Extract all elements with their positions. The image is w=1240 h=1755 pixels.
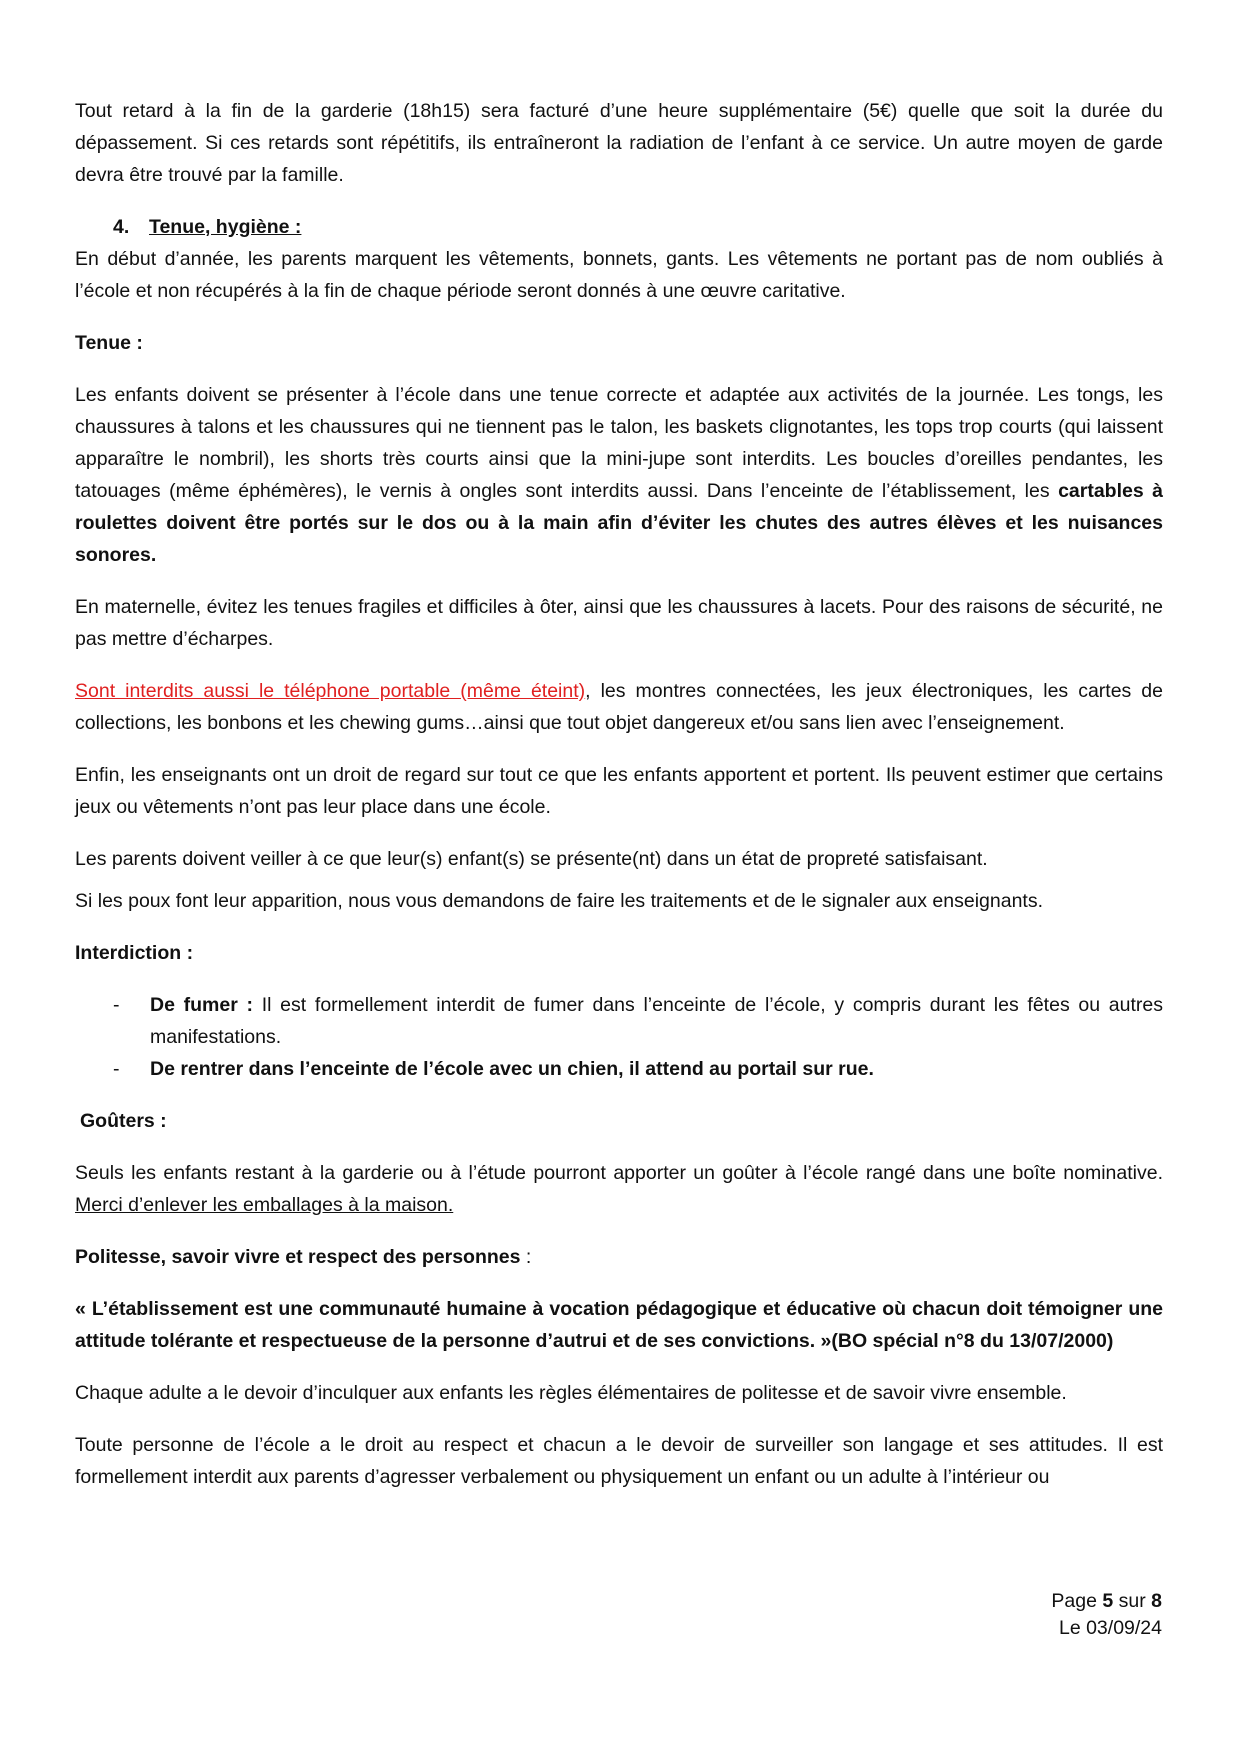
- paragraph-respect: Toute personne de l’école a le droit au respect et chacun a le devoir de surveiller son langage et ses attitudes. Il est formellement interdit aux parents d’agresser verbalement ou physiquement un enfant ou un adulte à l’intérieur ou: [75, 1434, 1163, 1488]
- paragraph-interdits: [75, 675, 1163, 739]
- list-dash: -: [113, 994, 120, 1016]
- tenue-text: Les enfants doivent se présenter à l’école dans une tenue correcte et adaptée aux activités de la journée. Les tongs, les chaussures à talons et les chaussures qui ne tiennent pas le talon, les baskets clignotantes, les tops trop courts (qui laissent apparaître le nombril), les shorts très courts ainsi que la mini-jupe sont interdits. Les boucles d’oreilles pendantes, les tatouages (même éphémères), le vernis à ongles sont interdits aussi. Dans l’enceinte de l’établissement, les: [75, 384, 1163, 502]
- tenue-heading: Tenue :: [75, 332, 143, 354]
- paragraph-gouters: [75, 1157, 1163, 1221]
- paragraph-poux: Si les poux font leur apparition, nous vous demandons de faire les traitements et de le signaler aux enseignants.: [75, 890, 1044, 912]
- politesse-colon: :: [520, 1246, 532, 1268]
- list-item-bold: De fumer :: [150, 994, 254, 1016]
- gouters-underlined: Merci d’enlever les emballages à la maison.: [75, 1194, 454, 1216]
- document-page: [75, 95, 1163, 1513]
- list-item-bold: De rentrer dans l’enceinte de l’école avec un chien, il attend au portail sur rue.: [150, 1058, 874, 1080]
- paragraph-proprete: Les parents doivent veiller à ce que leur(s) enfant(s) se présente(nt) dans un état de propreté satisfaisant.: [75, 848, 988, 870]
- politesse-heading: Politesse, savoir vivre et respect des personnes: [75, 1246, 521, 1268]
- list-item: [75, 989, 1163, 1053]
- list-item: [75, 1053, 1163, 1085]
- paragraph-citation: « L’établissement est une communauté humaine à vocation pédagogique et éducative où chacun doit témoigner une attitude tolérante et respectueuse de la personne d’autrui et de ses convictions. »(BO spécial n°8 du 13/07/2000): [75, 1298, 1163, 1352]
- paragraph-debut-annee: En début d’année, les parents marquent les vêtements, bonnets, gants. Les vêtements ne portant pas de nom oubliés à l’école et non récupérés à la fin de chaque période seront donnés à une œuvre caritative.: [75, 248, 1163, 302]
- interdits-text: , les montres connectées, les jeux électroniques, les cartes de collections, les bonbons et les chewing gums…ainsi que tout objet dangereux et/ou sans lien avec l’enseignement.: [75, 680, 1163, 734]
- gouters-text: Seuls les enfants restant à la garderie ou à l’étude pourront apporter un goûter à l’école rangé dans une boîte nominative.: [75, 1162, 1163, 1184]
- list-item-text: Il est formellement interdit de fumer dans l’enceinte de l’école, y compris durant les fêtes ou autres manifestations.: [150, 994, 1163, 1048]
- paragraph-retard: Tout retard à la fin de la garderie (18h15) sera facturé d’une heure supplémentaire (5€) quelle que soit la durée du dépassement. Si ces retards sont répétitifs, ils entraîneront la radiation de l’enfant à ce service. Un autre moyen de garde devra être trouvé par la famille.: [75, 100, 1163, 186]
- section-number: 4.: [113, 216, 130, 238]
- tenue-bold-text: cartables à roulettes doivent être portés sur le dos ou à la main afin d’éviter les chutes des autres élèves et les nuisances sonores.: [75, 480, 1163, 566]
- paragraph-maternelle: En maternelle, évitez les tenues fragiles et difficiles à ôter, ainsi que les chaussures à lacets. Pour des raisons de sécurité, ne pas mettre d’écharpes.: [75, 596, 1163, 650]
- interdiction-list: [75, 989, 1163, 1085]
- list-dash: -: [113, 1058, 120, 1080]
- interdits-highlight: Sont interdits aussi le téléphone portable (même éteint): [75, 680, 586, 702]
- paragraph-adulte: Chaque adulte a le devoir d’inculquer aux enfants les règles élémentaires de politesse et de savoir vivre ensemble.: [75, 1382, 1067, 1404]
- paragraph-enfin: Enfin, les enseignants ont un droit de regard sur tout ce que les enfants apportent et portent. Ils peuvent estimer que certains jeux ou vêtements n’ont pas leur place dans une école.: [75, 764, 1163, 818]
- interdiction-heading: Interdiction :: [75, 942, 194, 964]
- footer-date: Le 03/09/24: [1058, 1617, 1162, 1639]
- page-footer: [1051, 1588, 1162, 1642]
- section-title: Tenue, hygiène :: [149, 216, 302, 238]
- section-heading: [113, 211, 1163, 243]
- politesse-heading-line: [75, 1241, 1163, 1273]
- paragraph-tenue: [75, 379, 1163, 571]
- page-number: Page 5 sur 8: [1051, 1590, 1162, 1612]
- gouters-heading: Goûters :: [80, 1110, 167, 1132]
